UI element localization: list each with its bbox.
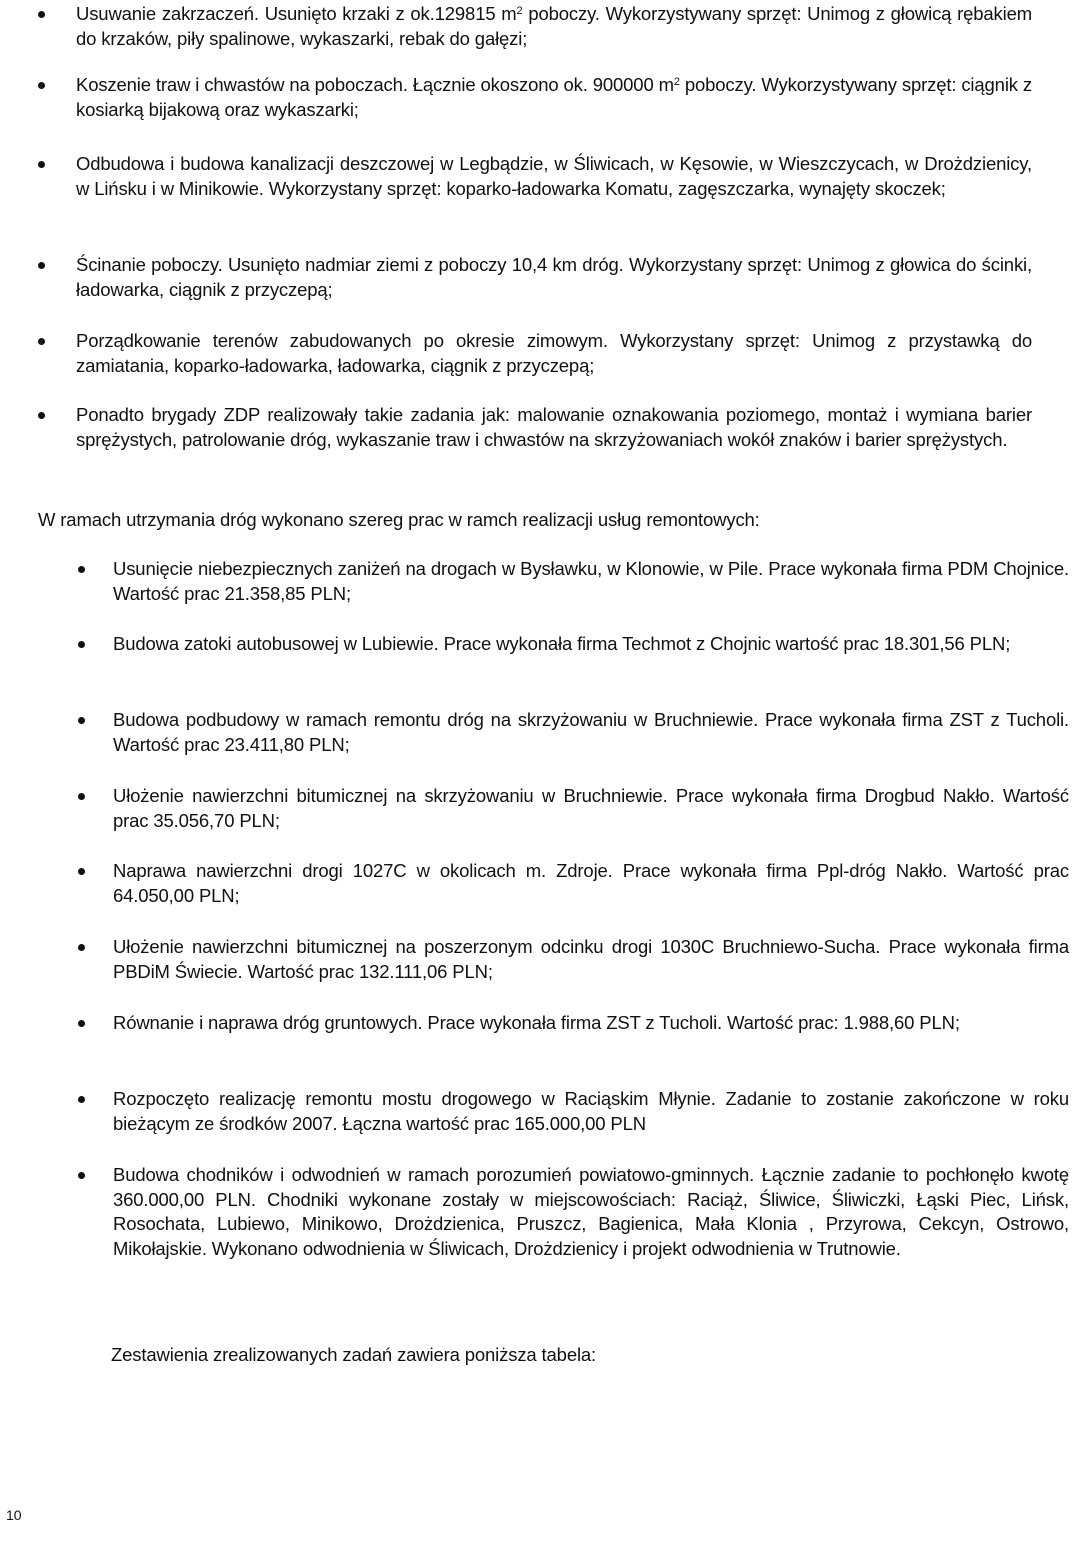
bullet-icon bbox=[38, 11, 45, 18]
item-text: Usuwanie zakrzaczeń. Usunięto krzaki z ok.129815 m bbox=[76, 3, 517, 24]
list-item bbox=[0, 403, 1036, 452]
item-text: Równanie i naprawa dróg gruntowych. Prace wykonała firma ZST z Tucholi. Wartość prac: 1.988,60 PLN; bbox=[113, 1012, 960, 1033]
bullet-icon bbox=[78, 793, 85, 800]
list-item bbox=[0, 1087, 1073, 1136]
item-text: Ułożenie nawierzchni bitumicznej na skrzyżowaniu w Bruchniewie. Prace wykonała firma Drogbud Nakło. Wartość prac 35.056,70 PLN; bbox=[113, 785, 1069, 831]
bullet-icon bbox=[38, 412, 45, 419]
bullet-icon bbox=[38, 82, 45, 89]
bullet-icon bbox=[78, 641, 85, 648]
bullet-icon bbox=[78, 944, 85, 951]
item-text: Ścinanie poboczy. Usunięto nadmiar ziemi z poboczy 10,4 km dróg. Wykorzystany sprzęt: Unimog z głowica do ścinki, ładowarka, ciągnik z przyczepą; bbox=[76, 254, 1032, 300]
item-text: Naprawa nawierzchni drogi 1027C w okolicach m. Zdroje. Prace wykonała firma Ppl-dróg Nakło. Wartość prac 64.050,00 PLN; bbox=[113, 860, 1069, 906]
bullet-icon bbox=[38, 262, 45, 269]
list-item bbox=[0, 1163, 1073, 1261]
list-item bbox=[0, 632, 1073, 657]
item-text: Odbudowa i budowa kanalizacji deszczowej w Legbądzie, w Śliwicach, w Kęsowie, w Wieszczycach, w Drożdzienicy, w Lińsku i w Minikowie. Wykorzystany sprzęt: koparko-ładowarka Komatu, zagęszczarka, wynajęty skoczek; bbox=[76, 153, 1032, 199]
list-item bbox=[0, 152, 1036, 201]
bullet-icon bbox=[78, 566, 85, 573]
repair-works-intro: W ramach utrzymania dróg wykonano szereg prac w ramch realizacji usług remontowych: bbox=[38, 509, 760, 530]
bullet-icon bbox=[38, 338, 45, 345]
bullet-icon bbox=[78, 1172, 85, 1179]
item-text: Ponadto brygady ZDP realizowały takie zadania jak: malowanie oznakowania poziomego, montaż i wymiana barier sprężystych, patrolowanie dróg, wykaszanie traw i chwastów na skrzyżowaniach wokół znaków i barier sprężystych. bbox=[76, 404, 1032, 450]
item-text: Koszenie traw i chwastów na poboczach. Łącznie okoszono ok. 900000 m bbox=[76, 74, 674, 95]
list-item bbox=[0, 557, 1073, 606]
list-item: Usuwanie zakrzaczeń. Usunięto krzaki z ok.129815 $m^2$ poboczy. Wykorzystywany sprzęt: Unimog z głowicą rębakiem do krzaków, piły spalinowe, wykaszarki, rebak do gałęzi; bbox=[0, 2, 1036, 51]
item-text: Budowa chodników i odwodnień w ramach porozumień powiatowo-gminnych. Łącznie zadanie to pochłonęło kwotę 360.000,00 PLN. Chodniki wykonane zostały w miejscowościach: Raciąż, Śliwice, Śliwiczki, Łąski Piec, Lińsk, Rosochata, Lubiewo, Minikowo, Drożdzienica, Pruszcz, Bagienica, Mała Klonia , Przyrowa, Cekcyn, Ostrowo, Mikołajskie. Wykonano odwodnienia w Śliwicach, Drożdzienicy i projekt odwodnienia w Trutnowie. bbox=[113, 1164, 1069, 1259]
list-item bbox=[0, 935, 1073, 984]
item-text: Budowa podbudowy w ramach remontu dróg na skrzyżowaniu w Bruchniewie. Prace wykonała firma ZST z Tucholi. Wartość prac 23.411,80 PLN; bbox=[113, 709, 1069, 755]
list-item: Koszenie traw i chwastów na poboczach. Łącznie okoszono ok. 900000 $m^2$ poboczy. Wykorzystywany sprzęt: ciągnik z kosiarką bijakową oraz wykaszarki; bbox=[0, 73, 1036, 122]
list-item bbox=[0, 329, 1036, 378]
list-item bbox=[0, 253, 1036, 302]
item-text: Rozpoczęto realizację remontu mostu drogowego w Raciąskim Młynie. Zadanie to zostanie zakończone w roku bieżącym ze środków 2007. Łączna wartość prac 165.000,00 PLN bbox=[113, 1088, 1069, 1134]
bullet-icon bbox=[78, 868, 85, 875]
bullet-icon bbox=[78, 1096, 85, 1103]
item-text: Budowa zatoki autobusowej w Lubiewie. Prace wykonała firma Techmot z Chojnic wartość prac 18.301,56 PLN; bbox=[113, 633, 1011, 654]
list-item bbox=[0, 708, 1073, 757]
item-text: Usunięcie niebezpiecznych zaniżeń na drogach w Bysławku, w Klonowie, w Pile. Prace wykonała firma PDM Chojnice. Wartość prac 21.358,85 PLN; bbox=[113, 558, 1069, 604]
bullet-icon bbox=[38, 161, 45, 168]
list-item bbox=[0, 859, 1073, 908]
item-text: Porządkowanie terenów zabudowanych po okresie zimowym. Wykorzystany sprzęt: Unimog z przystawką do zamiatania, koparko-ładowarka, ładowarka, ciągnik z przyczepą; bbox=[76, 330, 1032, 376]
list-item bbox=[0, 784, 1073, 833]
item-text: Ułożenie nawierzchni bitumicznej na poszerzonym odcinku drogi 1030C Bruchniewo-Sucha. Prace wykonała firma PBDiM Świecie. Wartość prac 132.111,06 PLN; bbox=[113, 936, 1069, 982]
list-item bbox=[0, 1011, 1073, 1036]
page-number: 10 bbox=[6, 1507, 22, 1523]
table-intro: Zestawienia zrealizowanych zadań zawiera poniższa tabela: bbox=[111, 1344, 597, 1365]
bullet-icon bbox=[78, 1020, 85, 1027]
bullet-icon bbox=[78, 717, 85, 724]
